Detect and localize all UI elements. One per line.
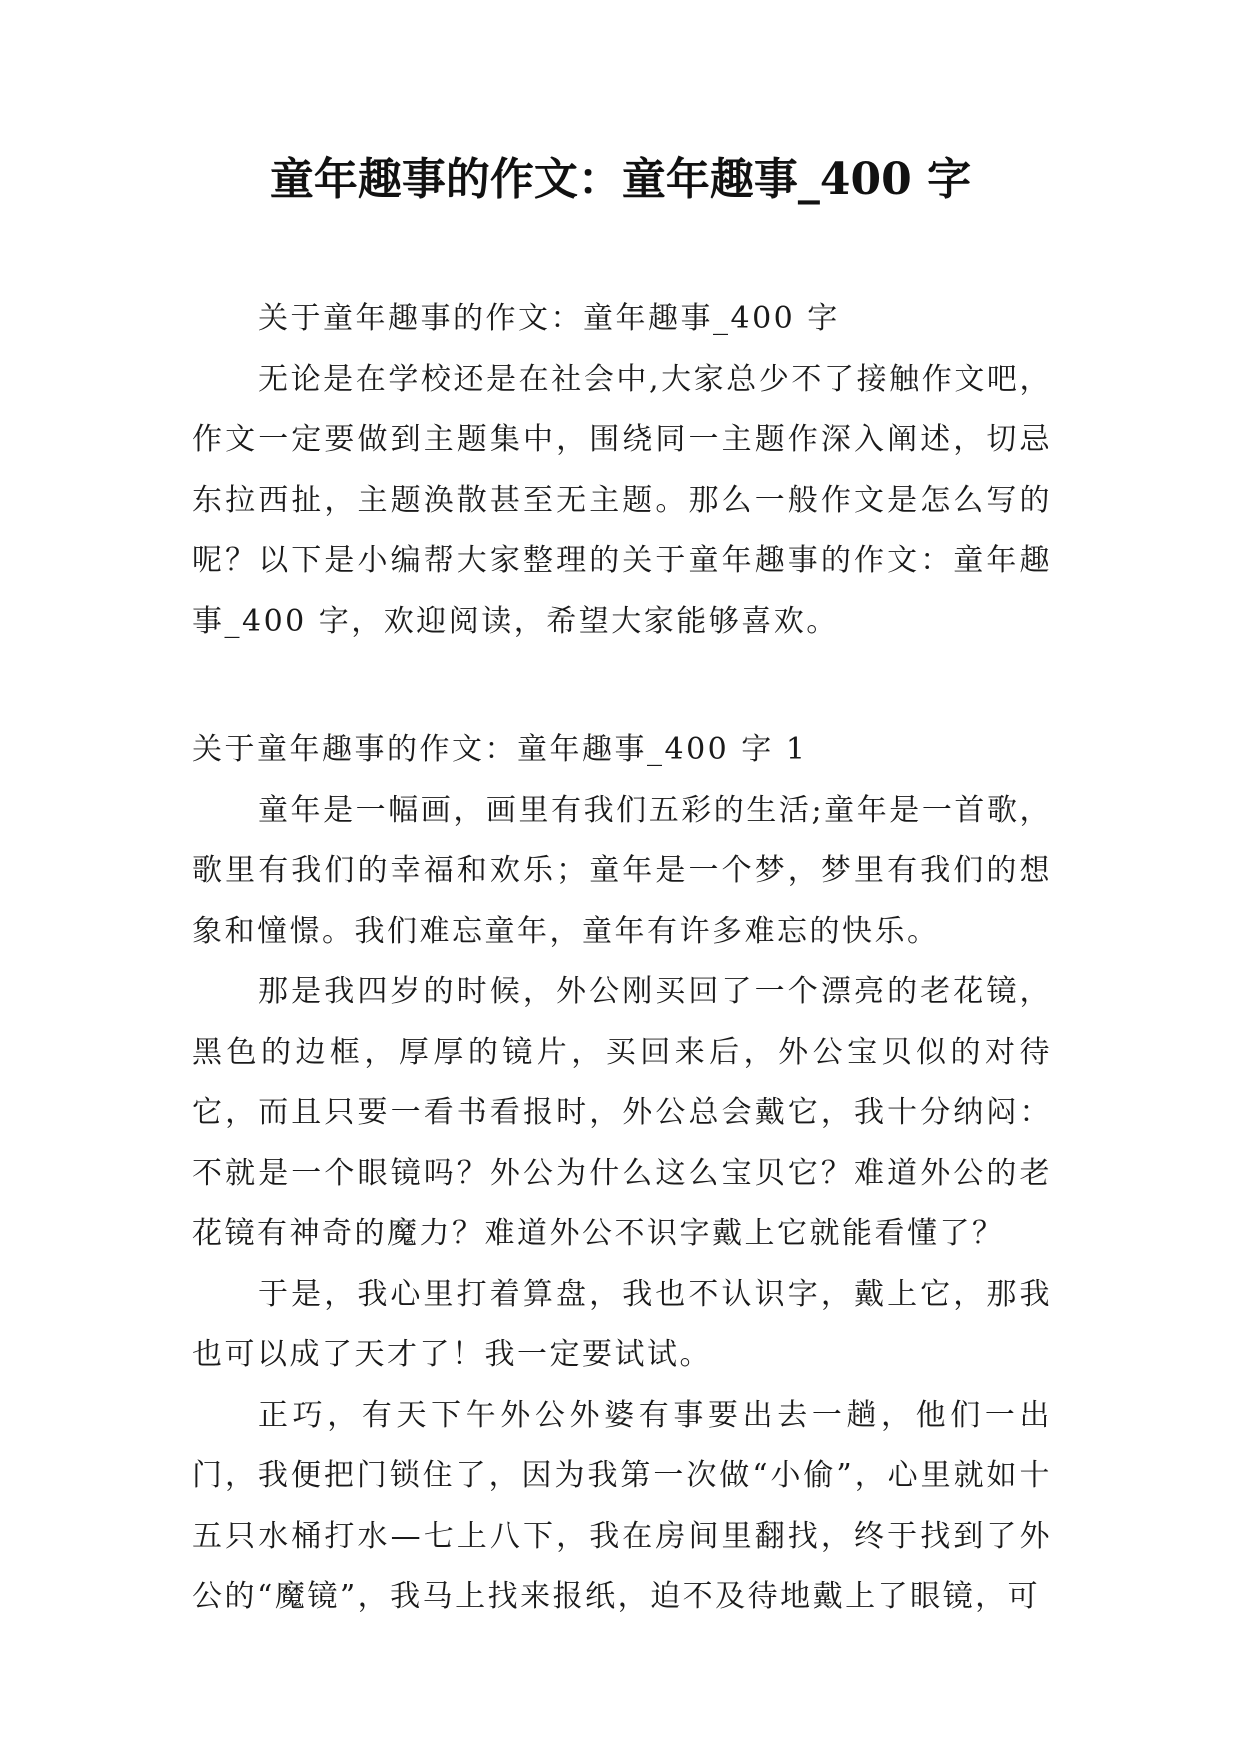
intro-paragraph: 无论是在学校还是在社会中,大家总少不了接触作文吧，作文一定要做到主题集中，围绕同一主题作深入阐述，切忌东拉西扯，主题涣散甚至无主题。那么一般作文是怎么写的呢？以下是小编帮大家整理的关于童年趣事的作文：童年趣事_400 字，欢迎阅读，希望大家能够喜欢。 (192, 361, 1052, 639)
body-paragraph: 童年是一幅画，画里有我们五彩的生活;童年是一首歌，歌里有我们的幸福和欢乐；童年是一个梦，梦里有我们的想象和憧憬。我们难忘童年，童年有许多难忘的快乐。 (192, 792, 1052, 949)
document-body (192, 289, 1052, 1628)
body-paragraph: 于是，我心里打着算盘，我也不认识字，戴上它，那我也可以成了天才了！我一定要试试。 (192, 1276, 1052, 1372)
body-paragraph: 正巧，有天下午外公外婆有事要出去一趟，他们一出门，我便把门锁住了，因为我第一次做“小偷”，心里就如十五只水桶打水—七上八下，我在房间里翻找，终于找到了外公的“魔镜”，我马上找来报纸，迫不及待地戴上了眼镜，可 (192, 1397, 1052, 1614)
section-spacer (192, 652, 1052, 720)
body-paragraph: 那是我四岁的时候，外公刚买回了一个漂亮的老花镜，黑色的边框，厚厚的镜片，买回来后，外公宝贝似的对待它，而且只要一看书看报时，外公总会戴它，我十分纳闷：不就是一个眼镜吗？外公为什么这么宝贝它？难道外公的老花镜有神奇的魔力？难道外公不识字戴上它就能看懂了？ (192, 974, 1052, 1251)
intro-heading: 关于童年趣事的作文：童年趣事_400 字 (258, 301, 840, 336)
section-heading: 关于童年趣事的作文：童年趣事_400 字 1 (192, 732, 808, 767)
document-title: 童年趣事的作文：童年趣事_400 字 (269, 154, 972, 205)
